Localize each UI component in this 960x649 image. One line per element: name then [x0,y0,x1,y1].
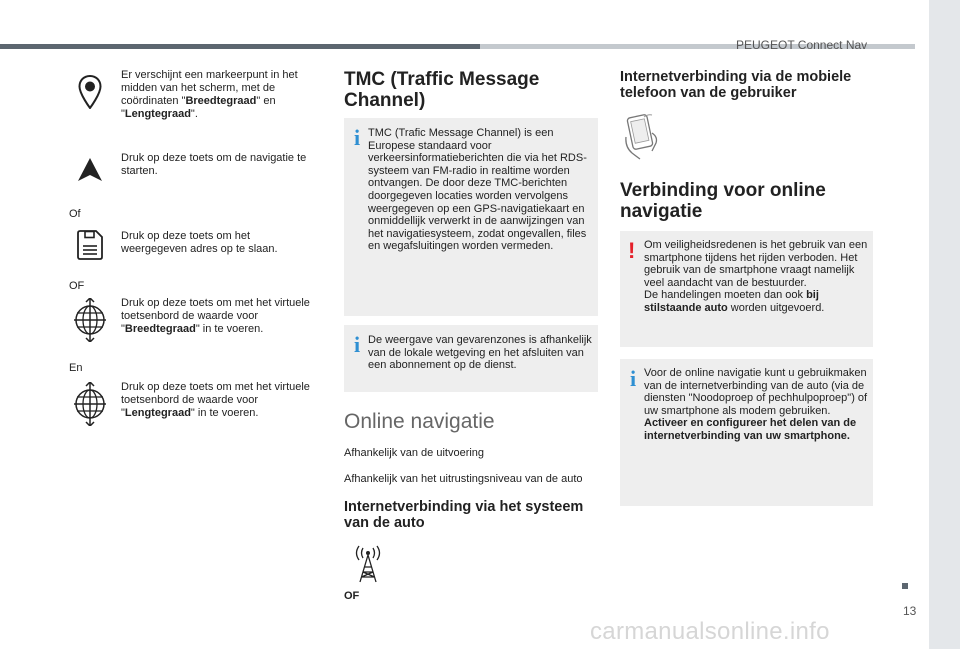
vehicle-connection-heading: Internetverbinding via het systeem van de auto [344,499,584,531]
latitude-description: Druk op deze toets om met het virtuele toetsenbord de waarde voor "Breedtegraad" in te voeren. [121,297,310,335]
warning-box [620,231,873,347]
or-label: OF [344,590,360,602]
navigate-description: Druk op deze toets om de navigatie te starten. [121,152,307,177]
online-info-box [620,359,873,506]
globe-longitude-icon[interactable] [73,382,107,426]
tmc-heading: TMC (Traffic Message Channel) [344,69,540,111]
hazard-info-text: De weergave van gevarenzones is afhankelijk van de lokale wetgeving en het afsluiten van een abonnement op de dienst. [368,334,592,372]
equipment-note: Afhankelijk van het uitrustingsniveau van de auto [344,473,583,485]
navigate-arrow-icon[interactable] [77,157,103,183]
version-note: Afhankelijk van de uitvoering [344,447,485,459]
online-navigation-heading: Online navigatie [344,410,495,433]
tmc-info-text: TMC (Trafic Message Channel) is een Europese standaard voor verkeersinformatieberichten die via het RDS-systeem van FM-radio in realtime worden ontvangen. De door deze TMC-berichten doorgegeven locaties worden vervolgens weergegeven op een GPS-navigatiekaart en onmiddellijk verwerkt in de aanwijzingen van het navigatiesysteem, zodat ongevallen, files en wegafsluitingen worden vermeden. [368,127,587,253]
map-pin-icon [78,75,102,109]
antenna-icon [353,545,383,583]
header-rule-dark [0,44,480,49]
online-connection-heading: Verbinding voor online navigatie [620,180,826,222]
and-label: En [69,362,83,374]
tmc-info-box [344,118,598,316]
side-strip [929,0,960,649]
online-info-text: Voor de online navigatie kunt u gebruikmaken van de internetverbinding van de auto (via de diensten "Noodoproep of pechhulpoproep") of uw smartphone als modem gebruiken. Activeer en configureer het delen van de internetverbinding van uw smartphone. [644,367,868,442]
or-label: Of [69,208,81,220]
save-description: Druk op deze toets om het weergegeven adres op te slaan. [121,230,278,255]
end-marker [902,583,908,589]
or-label: OF [69,280,85,292]
warning-text: Om veiligheidsredenen is het gebruik van een smartphone tijdens het rijden verboden. Het gebruik van de smartphone vraagt namelijk veel aandacht van de bestuurder. De handelingen moeten dan ook bij stilstaande auto worden uitgevoerd. [644,239,868,314]
info-icon: i [354,332,361,357]
globe-latitude-icon[interactable] [73,298,107,342]
watermark: carmanualsonline.info [590,618,830,645]
longitude-description: Druk op deze toets om met het virtuele toetsenbord de waarde voor "Lengtegraad" in te voeren. [121,381,310,419]
hazard-info-box [344,325,598,392]
marker-description: Er verschijnt een markeerpunt in het midden van het scherm, met de coördinaten "Breedtegraad" en "Lengtegraad". [121,69,298,120]
warning-icon: ! [628,238,636,263]
brand-title: PEUGEOT Connect Nav [736,38,868,52]
phone-connection-heading: Internetverbinding via de mobiele telefoon van de gebruiker [620,69,852,101]
info-icon: i [354,125,361,150]
smartphone-hand-icon [622,113,666,163]
page-number: 13 [903,604,917,618]
info-icon: i [630,366,637,391]
save-icon[interactable] [77,230,103,260]
